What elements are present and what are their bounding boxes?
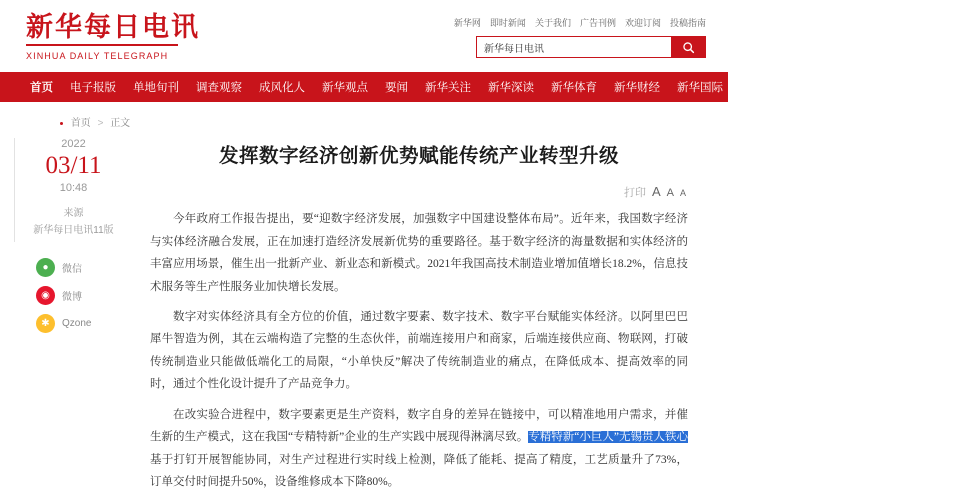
nav-item-2[interactable]: 单地旬刊 [133, 82, 179, 94]
article-date-box [14, 138, 132, 242]
font-size-small-button[interactable]: A [679, 188, 686, 199]
share-label-wechat: 微信 [62, 263, 82, 275]
share-item-qzone[interactable] [36, 314, 91, 333]
nav-item-3[interactable]: 调查观察 [196, 82, 242, 94]
weibo-icon: ◉ [36, 286, 55, 305]
article-paragraph-1: 今年政府工作报告提出，要“迎数字经济发展，加强数字中国建设整体布局”。近年来，我国数字经济与实体经济融合发展，正在加速打造经济发展新优势的重要路径。基于数字经济的海量数据和实体经济的丰富应用场景，催生出一批新产业、新业态和新模式。2021年我国高技术制造业增加值增长18.2%，信息技术服务等生产性服务业加快增长发展。 [150, 213, 688, 293]
search-bar [476, 36, 706, 58]
article-monthday: 03/11 [45, 152, 102, 179]
paragraph-3-text: 在改实验合进程中，数字要素更是生产资料，数字自身的差异在链接中，可以精准地用户需求，并催生新的生产模式，这在我国“专精特新”企业的生产实践中展现得淋漓尽致。专精特新“小巨人”无锡贵人铁心基于打钉开展智能协同，对生产过程进行实时线上检测，降低了能耗、提高了精度，工艺质量升了73%，订单交付时间提升50%，设备维修成本下降80%。 [150, 408, 688, 488]
share-label-qzone: Qzone [62, 317, 92, 329]
article-year: 2022 [61, 138, 86, 150]
top-link-0[interactable]: 新华网 [453, 18, 481, 28]
wechat-icon: ● [36, 258, 55, 277]
nav-item-13[interactable]: 精彩专题 [803, 82, 849, 94]
nav-item-6[interactable]: 要闻 [385, 82, 408, 94]
article-source-value: 新华每日电讯11版 [33, 224, 114, 236]
article-body [150, 208, 688, 493]
share-item-wechat[interactable] [36, 258, 82, 277]
article-paragraph-2: 数字对实体经济具有全方位的价值，通过数字要素、数字技术、数字平台赋能实体经济。以阿里巴巴犀牛智造为例，其在云端构造了完整的生态伙伴，前端连接用户和商家，后端连接供应商、物联网，打破传统制造业只能做低端化工的局限，“小单快反”解决了传统制造业的痛点，在降低成本、提高效率的同时，通过个性化设计提升了产品竞争力。 [150, 311, 688, 391]
nav-item-9[interactable]: 新华体育 [551, 82, 597, 94]
breadcrumb [60, 114, 130, 129]
nav-item-14[interactable]: 医卫健康 [866, 82, 912, 94]
nav-item-home[interactable]: 首页 [30, 82, 53, 94]
top-link-4[interactable]: 欢迎订阅 [624, 18, 661, 28]
nav-item-7[interactable]: 新华关注 [425, 82, 471, 94]
site-logo[interactable] [26, 14, 200, 61]
article [150, 130, 688, 501]
top-link-1[interactable]: 即时新闻 [489, 18, 526, 28]
logo-divider [26, 44, 178, 46]
nav-item-11[interactable]: 新华国际 [677, 82, 723, 94]
logo-title-cn: 新华每日电讯 [26, 12, 200, 42]
breadcrumb-separator: > [97, 118, 104, 129]
search-icon [682, 41, 695, 54]
nav-item-1[interactable]: 电子报版 [70, 82, 116, 94]
article-source-label: 来源 [63, 207, 84, 219]
breadcrumb-dot-icon [60, 122, 63, 125]
page-title: 发挥数字经济创新优势赋能传统产业转型升级 [218, 146, 619, 168]
search-button[interactable] [671, 37, 705, 57]
top-links [454, 16, 706, 29]
nav-item-12[interactable]: 新华融媒 [740, 82, 786, 94]
article-meta-column [14, 138, 132, 333]
selected-text-highlight[interactable]: 专精特新“小巨人”无锡贵人铁心 [528, 431, 688, 444]
nav-item-4[interactable]: 成风化人 [259, 82, 305, 94]
print-button[interactable]: 打印 [623, 187, 646, 200]
article-tools [150, 184, 688, 200]
top-link-5[interactable]: 投稿指南 [669, 18, 706, 28]
nav-item-8[interactable]: 新华深读 [488, 82, 534, 94]
logo-title-en: XINHUA DAILY TELEGRAPH [26, 51, 169, 61]
top-link-3[interactable]: 广告刊例 [579, 18, 616, 28]
nav-item-15[interactable]: 看天下 [929, 82, 964, 94]
nav-item-5[interactable]: 新华观点 [322, 82, 368, 94]
breadcrumb-item-current: 正文 [110, 118, 131, 129]
site-header [0, 0, 728, 72]
search-input[interactable] [477, 37, 671, 57]
breadcrumb-item-home[interactable]: 首页 [70, 118, 91, 129]
qzone-icon: ✱ [36, 314, 55, 333]
share-list [14, 258, 132, 333]
share-item-weibo[interactable] [36, 286, 82, 305]
page-content [0, 102, 728, 488]
font-size-medium-button[interactable]: A [666, 187, 674, 200]
top-link-2[interactable]: 关于我们 [534, 18, 571, 28]
nav-item-10[interactable]: 新华财经 [614, 82, 660, 94]
share-label-weibo: 微博 [62, 291, 82, 303]
font-size-large-button[interactable]: A [651, 184, 661, 200]
article-paragraph-3 [150, 404, 688, 494]
main-nav [0, 72, 964, 102]
article-time: 10:48 [59, 181, 88, 194]
